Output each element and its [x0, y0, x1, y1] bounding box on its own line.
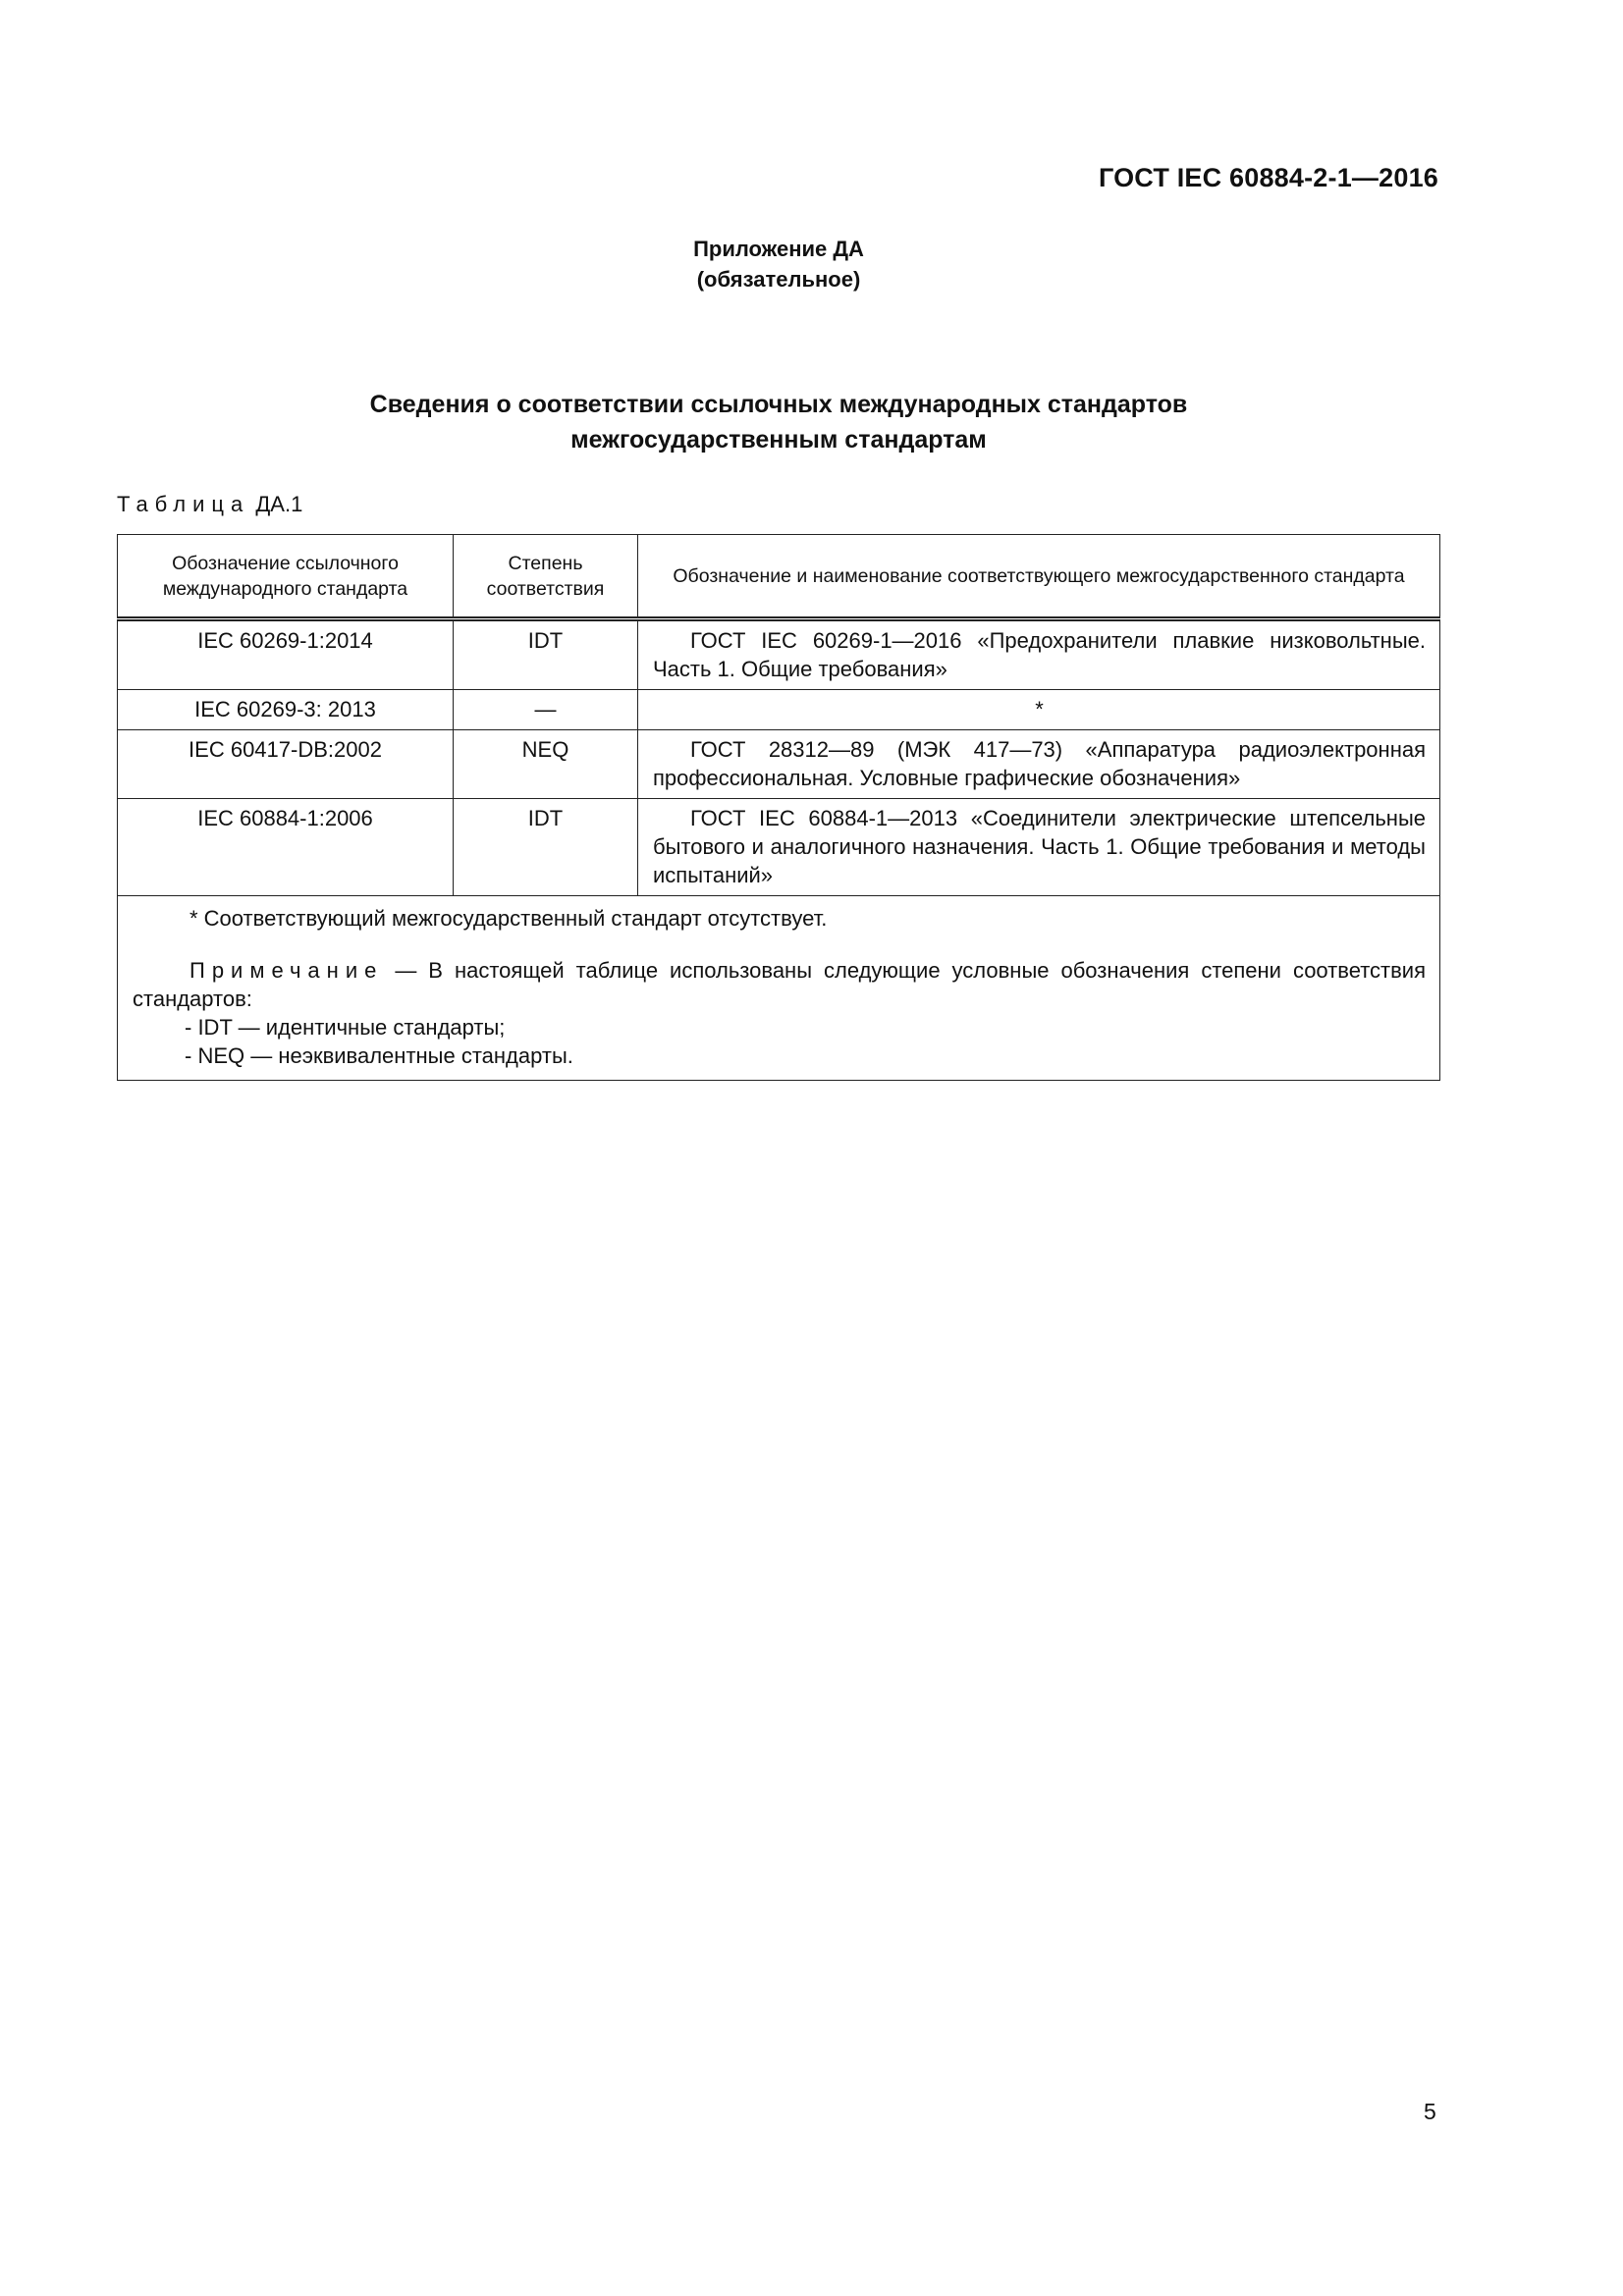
table-caption	[117, 492, 302, 517]
annex-heading	[0, 234, 1557, 294]
cell-reference-standard: IEC 60884-1:2006	[118, 799, 454, 896]
table-row	[118, 799, 1440, 896]
table-caption-word: Таблица	[117, 492, 250, 516]
cell-reference-standard: IEC 60417-DB:2002	[118, 730, 454, 799]
table-row	[118, 730, 1440, 799]
cell-degree: IDT	[454, 619, 638, 690]
column-header-reference-standard: Обозначение ссылочного международного стандарта	[118, 535, 454, 619]
cell-interstate-standard: ГОСТ 28312—89 (МЭК 417—73) «Аппаратура радиоэлектронная профессиональная. Условные графические обозначения»	[638, 730, 1440, 799]
standards-correspondence-table	[117, 534, 1440, 1081]
cell-degree: NEQ	[454, 730, 638, 799]
note-text: — В настоящей таблице использованы следующие условные обозначения степени соответствия стандартов:	[133, 958, 1426, 1011]
table-row	[118, 690, 1440, 730]
table-note	[133, 956, 1426, 1013]
annex-status: (обязательное)	[696, 267, 861, 292]
cell-reference-standard: IEC 60269-3: 2013	[118, 690, 454, 730]
section-title-line-1: Сведения о соответствии ссылочных международных стандартов	[369, 391, 1188, 418]
note-label: Примечание	[189, 958, 384, 983]
legend-item-neq: - NEQ — неэквивалентные стандарты.	[185, 1043, 573, 1068]
section-title	[0, 387, 1557, 457]
legend-item-idt: - IDT — идентичные стандарты;	[185, 1015, 506, 1040]
column-header-degree: Степень соответствия	[454, 535, 638, 619]
cell-interstate-standard: *	[638, 690, 1440, 730]
column-header-interstate-standard: Обозначение и наименование соответствующего межгосударственного стандарта	[638, 535, 1440, 619]
table-notes-row	[118, 896, 1440, 1081]
table-caption-number: ДА.1	[255, 492, 303, 516]
cell-interstate-standard: ГОСТ IEC 60269-1—2016 «Предохранители плавкие низковольтные. Часть 1. Общие требования»	[638, 619, 1440, 690]
section-title-line-2: межгосударственным стандартам	[570, 426, 987, 454]
cell-interstate-standard: ГОСТ IEC 60884-1—2013 «Соединители электрические штепсельные бытового и аналогичного назначения. Часть 1. Общие требования и методы испытаний»	[638, 799, 1440, 896]
page-number: 5	[1424, 2099, 1436, 2124]
annex-title: Приложение ДА	[693, 237, 864, 261]
cell-reference-standard: IEC 60269-1:2014	[118, 619, 454, 690]
cell-degree: IDT	[454, 799, 638, 896]
table-header-row	[118, 535, 1440, 619]
table-footnote: * Соответствующий межгосударственный стандарт отсутствует.	[189, 906, 828, 931]
document-code-header: ГОСТ IEC 60884-2-1—2016	[1098, 163, 1438, 192]
cell-degree: —	[454, 690, 638, 730]
table-notes	[118, 896, 1440, 1081]
table-row	[118, 619, 1440, 690]
